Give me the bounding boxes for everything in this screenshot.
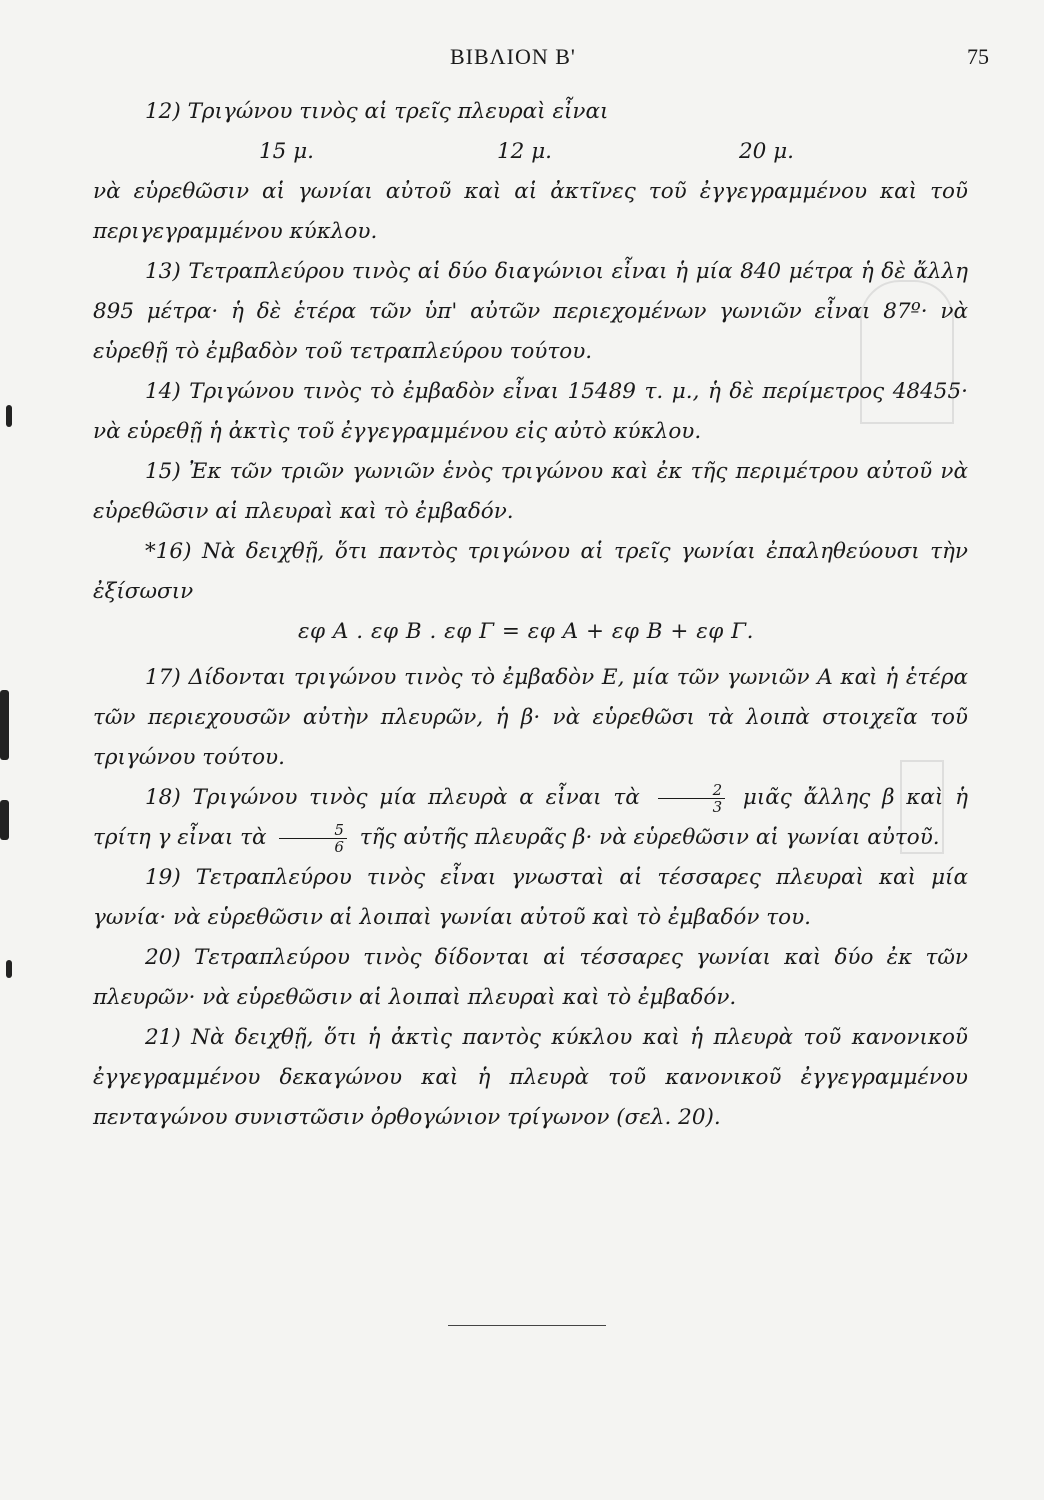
- problem-20: 20) Τετραπλεύρου τινὸς δίδονται αἱ τέσσαρες γωνίαι καὶ δύο ἐκ τῶν πλευρῶν· νὰ εὑρεθῶσιν αἱ λοιπαὶ πλευραὶ καὶ τὸ ἐμβαδόν.: [93, 945, 968, 1010]
- fraction-numerator: 5: [279, 822, 347, 839]
- problem-18-part-a: 18) Τριγώνου τινὸς μία πλευρὰ α εἶναι τὰ: [145, 785, 640, 810]
- fraction-two-thirds: [658, 782, 726, 815]
- problem-12-heading: 12) Τριγώνου τινὸς αἱ τρεῖς πλευραὶ εἶναι: [145, 99, 609, 124]
- fraction-denominator: 3: [712, 797, 723, 816]
- side-length-value: 20 μ.: [739, 139, 794, 164]
- page-header: [0, 38, 1044, 78]
- side-length-value: 12 μ.: [497, 139, 552, 164]
- running-head: ΒΙΒΛΙΟΝ Β': [450, 44, 576, 69]
- side-length-value: 15 μ.: [259, 139, 314, 164]
- problem-16: *16) Νὰ δειχθῇ, ὅτι παντὸς τριγώνου αἱ τρεῖς γωνίαι ἐπαληθεύουσι τὴν ἐξίσωσιν: [93, 539, 968, 604]
- page-number: 75: [967, 44, 989, 69]
- fraction-numerator: 2: [658, 782, 726, 799]
- problem-18-part-b: μιᾶς ἄλλης β καὶ ἡ τρίτη γ εἶναι τὰ: [93, 785, 968, 850]
- problem-12-text: νὰ εὑρεθῶσιν αἱ γωνίαι αὐτοῦ καὶ αἱ ἀκτῖνες τοῦ ἐγγεγραμμένου καὶ τοῦ περιγεγραμμένου κύκλου.: [93, 179, 968, 244]
- problem-list: [93, 92, 968, 1138]
- edge-mark: [0, 800, 9, 840]
- problem-21: 21) Νὰ δειχθῇ, ὅτι ἡ ἀκτὶς παντὸς κύκλου καὶ ἡ πλευρὰ τοῦ κανονικοῦ ἐγγεγραμμένου δεκαγώνου καὶ ἡ πλευρὰ τοῦ κανονικοῦ ἐγγεγραμμένου πενταγώνου συνιστῶσιν ὀρθογώνιον τρίγωνον (σελ. 20).: [93, 1025, 968, 1130]
- fraction-denominator: 6: [334, 837, 344, 856]
- problem-18: [93, 778, 968, 858]
- edge-mark: [6, 405, 12, 427]
- edge-mark: [0, 690, 9, 760]
- problem-16-formula: εφ Α . εφ Β . εφ Γ = εφ Α + εφ Β + εφ Γ.: [298, 619, 754, 644]
- footnote-rule: [448, 1325, 606, 1326]
- edge-mark: [6, 960, 12, 978]
- problem-18-part-c: τῆς αὐτῆς πλευρᾶς β· νὰ εὑρεθῶσιν αἱ γωνίαι αὐτοῦ.: [359, 825, 940, 850]
- problem-17: 17) Δίδονται τριγώνου τινὸς τὸ ἐμβαδὸν Ε, μία τῶν γωνιῶν Α καὶ ἡ ἑτέρα τῶν περιεχουσῶν αὐτὴν πλευρῶν, ἡ β· νὰ εὑρεθῶσι τὰ λοιπὰ στοιχεῖα τοῦ τριγώνου τούτου.: [93, 665, 968, 770]
- problem-12-side-lengths: [93, 132, 968, 172]
- problem-15: 15) Ἐκ τῶν τριῶν γωνιῶν ἑνὸς τριγώνου καὶ ἐκ τῆς περιμέτρου αὐτοῦ νὰ εὑρεθῶσιν αἱ πλευραὶ καὶ τὸ ἐμβαδόν.: [93, 459, 968, 524]
- problem-13: 13) Τετραπλεύρου τινὸς αἱ δύο διαγώνιοι εἶναι ἡ μία 840 μέτρα ἡ δὲ ἄλλη 895 μέτρα· ἡ δὲ ἑτέρα τῶν ὑπ' αὐτῶν περιεχομένων γωνιῶν εἶναι 87º· νὰ εὑρεθῇ τὸ ἐμβαδὸν τοῦ τετραπλεύρου τούτου.: [93, 259, 968, 364]
- problem-19: 19) Τετραπλεύρου τινὸς εἶναι γνωσταὶ αἱ τέσσαρες πλευραὶ καὶ μία γωνία· νὰ εὑρεθῶσιν αἱ λοιπαὶ γωνίαι αὐτοῦ καὶ τὸ ἐμβαδόν του.: [93, 865, 968, 930]
- fraction-five-sixths: [279, 822, 347, 855]
- problem-14: 14) Τριγώνου τινὸς τὸ ἐμβαδὸν εἶναι 15489 τ. μ., ἡ δὲ περίμετρος 48455· νὰ εὑρεθῇ ἡ ἀκτὶς τοῦ ἐγγεγραμμένου εἰς αὐτὸ κύκλου.: [93, 379, 968, 444]
